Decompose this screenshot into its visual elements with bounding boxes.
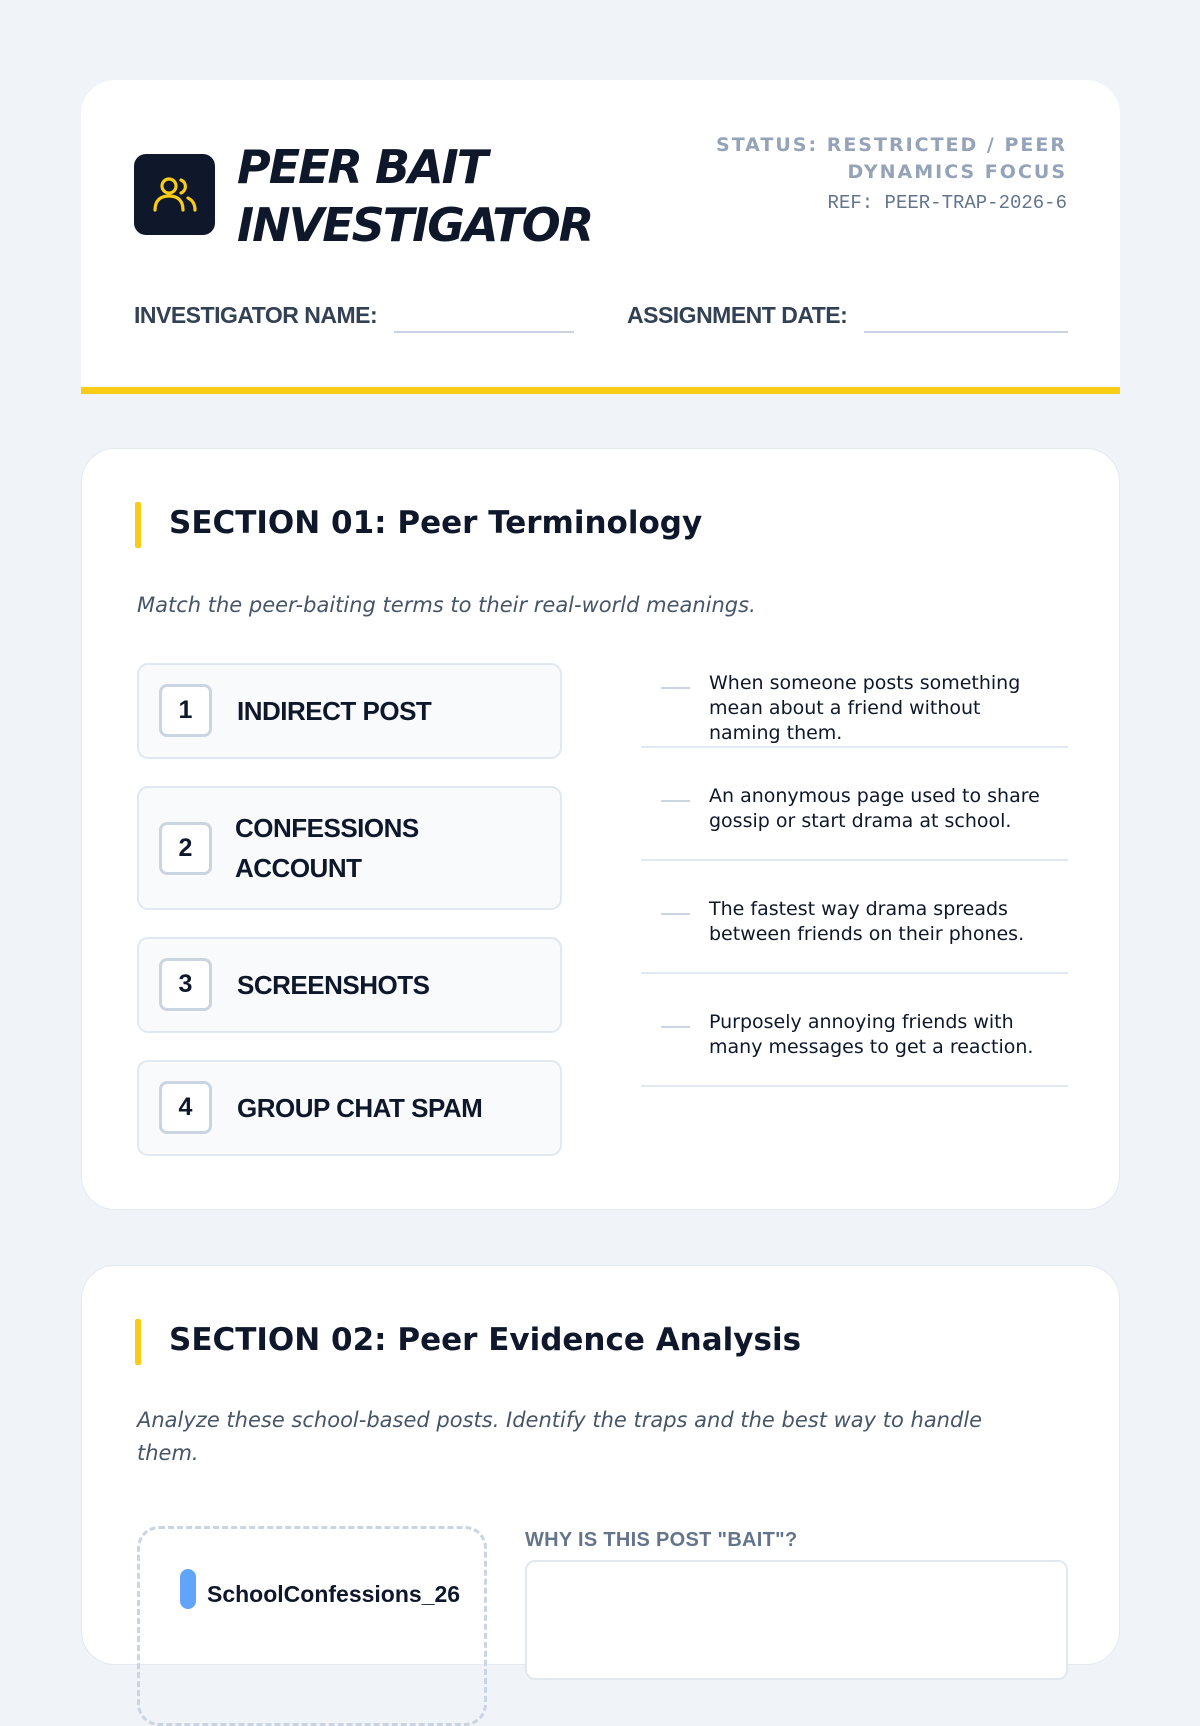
term-card xyxy=(137,663,562,759)
section-title: SECTION 01: Peer Terminology xyxy=(169,505,703,541)
answer-blank[interactable] xyxy=(661,913,690,915)
logo xyxy=(134,154,215,235)
definition-text: The fastest way drama spreads between friends on their phones. xyxy=(709,898,1025,945)
term-card xyxy=(137,786,562,910)
term-label: CONFESSIONS ACCOUNT xyxy=(235,813,419,883)
app-title: PEER BAIT INVESTIGATOR xyxy=(237,140,593,252)
post-handle: SchoolConfessions_26 xyxy=(207,1581,461,1607)
term-number: 4 xyxy=(159,1081,212,1134)
reference-code: REF: PEER-TRAP-2026-6 xyxy=(827,192,1067,214)
term-label: GROUP CHAT SPAM xyxy=(237,1093,483,1123)
definition-row xyxy=(641,782,1068,861)
term-card xyxy=(137,937,562,1033)
answer-blank[interactable] xyxy=(661,687,690,689)
investigator-name-field[interactable] xyxy=(394,331,574,333)
section-instructions: Match the peer-baiting terms to their real-world meanings. xyxy=(137,593,756,617)
definition-text: An anonymous page used to share gossip or start drama at school. xyxy=(709,785,1040,832)
answer-blank[interactable] xyxy=(661,800,690,802)
term-label: SCREENSHOTS xyxy=(237,970,430,1000)
evidence-post xyxy=(137,1526,487,1726)
section-instructions: Analyze these school-based posts. Identify the traps and the best way to handle them. xyxy=(137,1408,983,1465)
section-accent-bar xyxy=(135,1319,141,1365)
term-card xyxy=(137,1060,562,1156)
status-label: STATUS: RESTRICTED / PEER DYNAMICS FOCUS xyxy=(716,134,1067,183)
investigator-name-label: INVESTIGATOR NAME: xyxy=(134,302,378,328)
term-number: 1 xyxy=(159,684,212,737)
section-peer-evidence xyxy=(81,1265,1120,1665)
header-card xyxy=(81,80,1120,394)
definition-row xyxy=(641,669,1068,748)
answer-blank[interactable] xyxy=(661,1026,690,1028)
definition-row xyxy=(641,895,1068,974)
definition-row xyxy=(641,1008,1068,1087)
users-icon xyxy=(150,170,200,220)
definition-text: Purposely annoying friends with many messages to get a reaction. xyxy=(709,1011,1034,1058)
term-number: 3 xyxy=(159,958,212,1011)
term-number: 2 xyxy=(159,822,212,875)
assignment-date-label: ASSIGNMENT DATE: xyxy=(627,302,848,328)
section-title: SECTION 02: Peer Evidence Analysis xyxy=(169,1322,802,1358)
section-peer-terminology xyxy=(81,448,1120,1210)
term-label: INDIRECT POST xyxy=(237,696,432,726)
question-label: WHY IS THIS POST "BAIT"? xyxy=(525,1529,798,1551)
avatar xyxy=(180,1569,196,1609)
definition-text: When someone posts something mean about a friend without naming them. xyxy=(709,672,1021,744)
assignment-date-field[interactable] xyxy=(864,331,1068,333)
answer-textarea[interactable] xyxy=(525,1560,1068,1680)
section-accent-bar xyxy=(135,502,141,548)
